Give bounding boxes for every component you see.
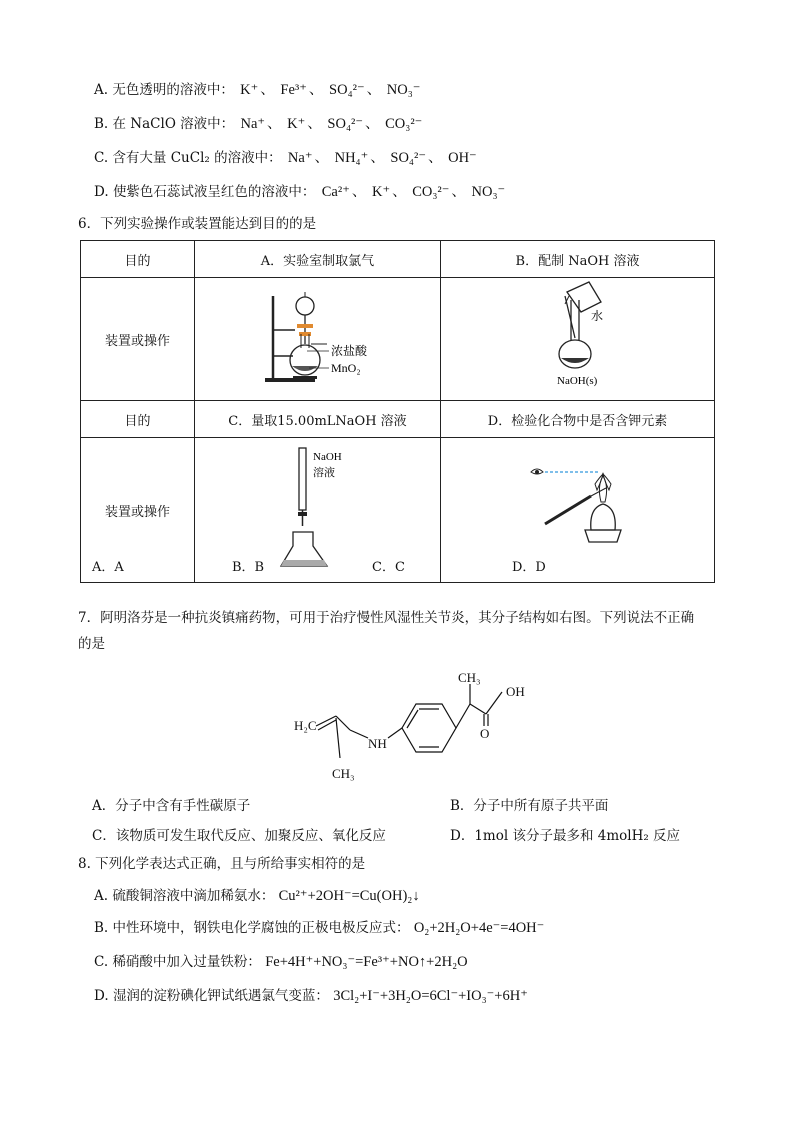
nh-label: NH: [368, 736, 387, 751]
q6-choice-c[interactable]: C．C: [372, 560, 405, 575]
q6-choices: [92, 556, 652, 575]
q8-option-b[interactable]: B. 中性环境中，钢铁电化学腐蚀的正极电极反应式： O₂+2H₂O+4e⁻=4OH⁻: [94, 920, 545, 936]
h2c-label: H₂C: [294, 718, 317, 733]
naoh-solution-cell: [441, 278, 715, 401]
chlorine-generator-diagram: [195, 278, 441, 396]
experiment-table: [80, 240, 715, 583]
q7-option-b[interactable]: B．分子中所有原子共平面: [450, 798, 609, 814]
q6-choice-a[interactable]: A．A: [92, 560, 124, 575]
cell-c-purpose: C．量取15.00mLNaOH 溶液: [195, 401, 441, 438]
water-label: 水: [591, 309, 604, 323]
q7-stem-line2: 的是: [78, 636, 105, 652]
q6-choice-d[interactable]: D．D: [512, 560, 546, 575]
cell-a-purpose: A．实验室制取氯气: [195, 241, 441, 278]
q8-option-c[interactable]: C. 稀硝酸中加入过量铁粉： Fe+4H⁺+NO₃⁻=Fe³⁺+NO↑+2H₂O: [94, 954, 468, 970]
q6-stem: 6．下列实验操作或装置能达到目的的是: [78, 216, 317, 232]
o-label: O: [480, 726, 490, 741]
q6-choice-b[interactable]: B．B: [232, 560, 265, 575]
q5-option-d: D. 使紫色石蕊试液呈红色的溶液中： Ca²⁺ 、 K⁺ 、 CO₃²⁻ 、 NO₃⁻: [94, 184, 506, 200]
volumetric-flask-diagram: [441, 278, 715, 396]
q8-option-a[interactable]: A. 硫酸铜溶液中滴加稀氨水： Cu²⁺+2OH⁻=Cu(OH)₂↓: [94, 888, 420, 904]
q7-option-a[interactable]: A．分子中含有手性碳原子: [92, 798, 251, 814]
chlorine-apparatus-cell: [195, 278, 441, 401]
purpose-header-2: 目的: [81, 401, 195, 438]
q8-stem: 8. 下列化学表达式正确，且与所给事实相符的是: [78, 856, 366, 872]
naoh-solid-label: NaOH(s): [557, 375, 598, 387]
q8-option-d[interactable]: D. 湿润的淀粉碘化钾试纸遇氯气变蓝： 3Cl₂+I⁻+3H₂O=6Cl⁻+IO₃⁻+6H⁺: [94, 988, 528, 1004]
oh-label: OH: [506, 684, 525, 699]
q7-option-d[interactable]: D．1mol 该分子最多和 4molH₂ 反应: [450, 828, 681, 844]
ch3-top-label: CH₃: [458, 670, 481, 685]
purpose-header: 目的: [81, 241, 195, 278]
apparatus-header-2: 装置或操作: [81, 438, 195, 583]
apparatus-header: 装置或操作: [81, 278, 195, 401]
cell-d-purpose: D．检验化合物中是否含钾元素: [441, 401, 715, 438]
mno2-label: MnO₂: [331, 361, 361, 375]
cell-b-purpose: B．配制 NaOH 溶液: [441, 241, 715, 278]
hcl-label: 浓盐酸: [331, 344, 368, 358]
q7-option-c[interactable]: C．该物质可发生取代反应、加聚反应、氧化反应: [92, 828, 386, 844]
molecule-structure: [280, 662, 550, 788]
q5-option-b: B. 在 NaClO 溶液中： Na⁺ 、 K⁺ 、 SO₄²⁻ 、 CO₃²⁻: [94, 116, 423, 132]
q5-option-c: C. 含有大量 CuCl₂ 的溶液中： Na⁺ 、 NH₄⁺ 、 SO₄²⁻ 、 OH⁻: [94, 150, 477, 166]
q5-option-a: A. 无色透明的溶液中： K⁺ 、 Fe³⁺ 、 SO₄²⁻ 、 NO₃⁻: [94, 82, 421, 98]
ch3-bottom-label: CH₃: [332, 766, 355, 781]
q7-stem-line1: 7．阿明洛芬是一种抗炎镇痛药物，可用于治疗慢性风湿性关节炎，其分子结构如右图。下列说法不正确: [78, 610, 695, 626]
naoh-label-line1: NaOH: [313, 451, 342, 463]
naoh-label-line2: 溶液: [313, 467, 335, 479]
